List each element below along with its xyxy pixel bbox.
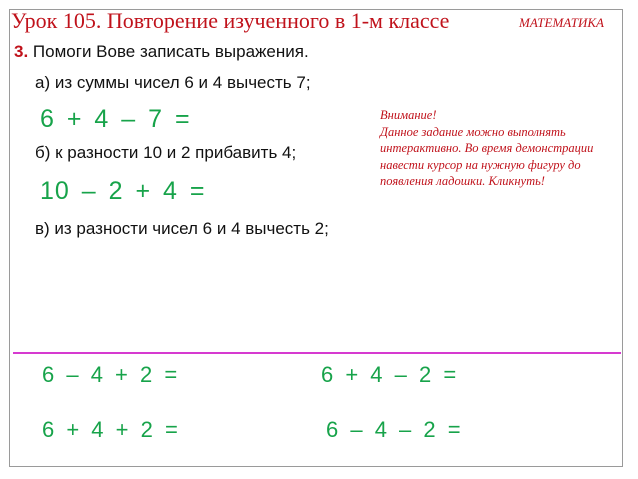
item-b-expression: 10 – 2 + 4 =	[40, 177, 206, 205]
item-c-label: в) из разности чисел 6 и 4 вычесть 2;	[35, 219, 329, 238]
task-number: 3.	[14, 42, 29, 61]
item-b-label: б) к разности 10 и 2 прибавить 4;	[35, 143, 297, 162]
note-text: Данное задание можно выполнять интерактивно. Во время демонстрации навести курсор на нужную фигуру до появления ладошки. Кликнуть!	[380, 124, 594, 188]
lesson-title: Урок 105. Повторение изученного в 1-м классе	[11, 8, 450, 33]
answer-option-1[interactable]: 6 – 4 + 2 =	[42, 362, 179, 387]
task-text: Помоги Вове записать выражения.	[32, 42, 309, 61]
answer-option-3[interactable]: 6 + 4 + 2 =	[42, 417, 179, 442]
task-heading	[14, 42, 309, 62]
note-heading: Внимание!	[380, 108, 437, 122]
answer-option-2[interactable]: 6 + 4 – 2 =	[321, 362, 458, 387]
divider-line	[13, 352, 621, 354]
attention-note	[380, 107, 630, 190]
subject-label: МАТЕМАТИКА	[519, 15, 604, 30]
item-a-label: а) из суммы чисел 6 и 4 вычесть 7;	[35, 73, 311, 92]
answer-option-4[interactable]: 6 – 4 – 2 =	[326, 417, 462, 442]
item-a-expression: 6 + 4 – 7 =	[40, 105, 191, 133]
